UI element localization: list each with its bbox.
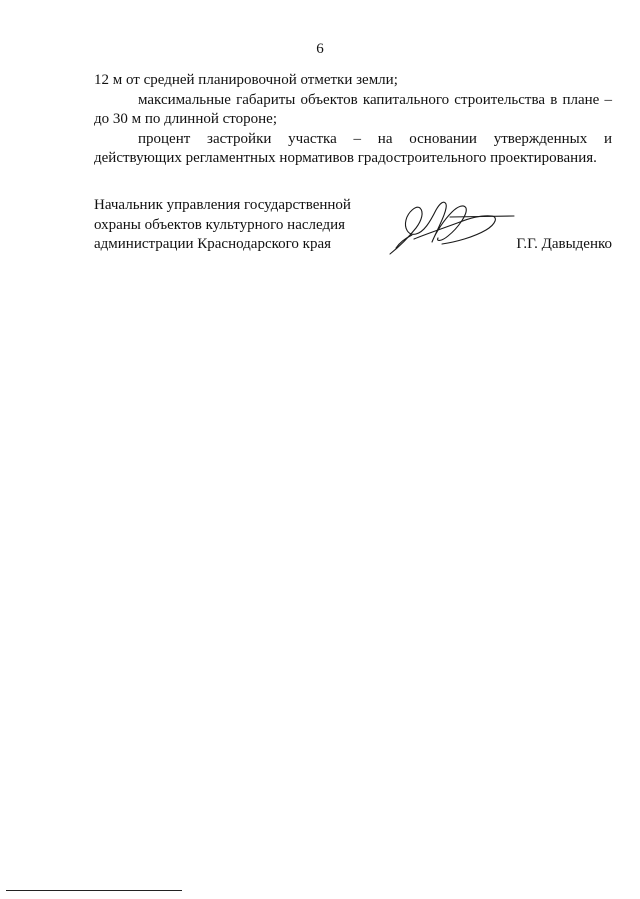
document-body [94, 71, 612, 169]
footnote-rule [6, 890, 182, 891]
signer-name: Г.Г. Давыденко [516, 236, 612, 252]
signer-title [94, 196, 374, 255]
signature-block [94, 196, 612, 256]
signer-title-line: охраны объектов культурного наследия [94, 216, 346, 233]
handwritten-signature [386, 198, 518, 256]
paragraph-building-coverage: процент застройки участка – на основании утвержденных и действующих регламентных нормативов градостроительного проектирования. [94, 130, 612, 166]
paragraph-max-dimensions: максимальные габариты объектов капитального строительства в плане – до 30 м по длинной стороне; [94, 91, 612, 127]
signer-title-line: Начальник управления государственной [94, 197, 351, 213]
paragraph-height-limit: 12 м от средней планировочной отметки земли; [94, 72, 398, 88]
signer-title-line: администрации Краснодарского края [94, 236, 332, 252]
page-number: 6 [316, 41, 324, 57]
